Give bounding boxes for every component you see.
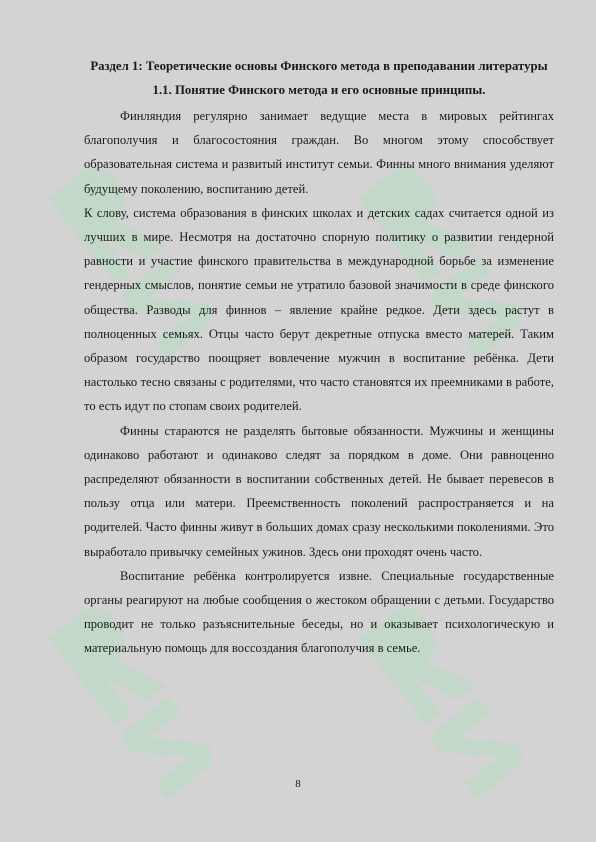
paragraph: Финляндия регулярно занимает ведущие места в мировых рейтингах благополучия и благосостояния граждан. Во многом этому способствует образовательная система и развитый институт семьи. Финны много внимания уделяют будущему поколению, воспитанию детей. (84, 109, 554, 196)
section-title: Раздел 1: Теоретические основы Финского метода в преподавании литературы (90, 59, 548, 73)
page-number: 8 (295, 778, 301, 790)
paragraph: К слову, система образования в финских школах и детских садах считается одной из лучших в мире. Несмотря на достаточно спорную политику о развитии гендерной равности и участие финского правительства в международной борьбе за изменение гендерных смыслов, понятие семьи не утратило базовой значимости в среде финского общества. Разводы для финнов – явление крайне редкое. Дети здесь растут в полноценных семьях. Отцы часто берут декретные отпуска вместо матерей. Таким образом государство поощряет вовлечение мужчин в воспитание ребёнка. Дети настолько тесно связаны с родителями, что часто становятся их преемниками в работе, то есть идут по стопам своих родителей. (84, 205, 554, 414)
paragraph: Финны стараются не разделять бытовые обязанности. Мужчины и женщины одинаково работают и одинаково следят за порядком в доме. Они равноценно распределяют обязанности в воспитании собственных детей. Не бывает перевесов в пользу отца или матери. Преемственность поколений распространяется и на родителей. Часто финны живут в больших домах сразу несколькими поколениями. Это выработало привычку семейных ужинов. Здесь они проходят очень часто. (84, 423, 554, 559)
document-body (84, 54, 554, 661)
paragraph: Воспитание ребёнка контролируется извне. Специальные государственные органы реагируют на любые сообщения о жестоком обращении с детьми. Государство проводит не только разъяснительные беседы, но и оказывает психологическую и материальную помощь для воссоздания благополучия в семье. (84, 568, 554, 656)
subsection-title: 1.1. Понятие Финского метода и его основные принципы. (152, 83, 486, 97)
